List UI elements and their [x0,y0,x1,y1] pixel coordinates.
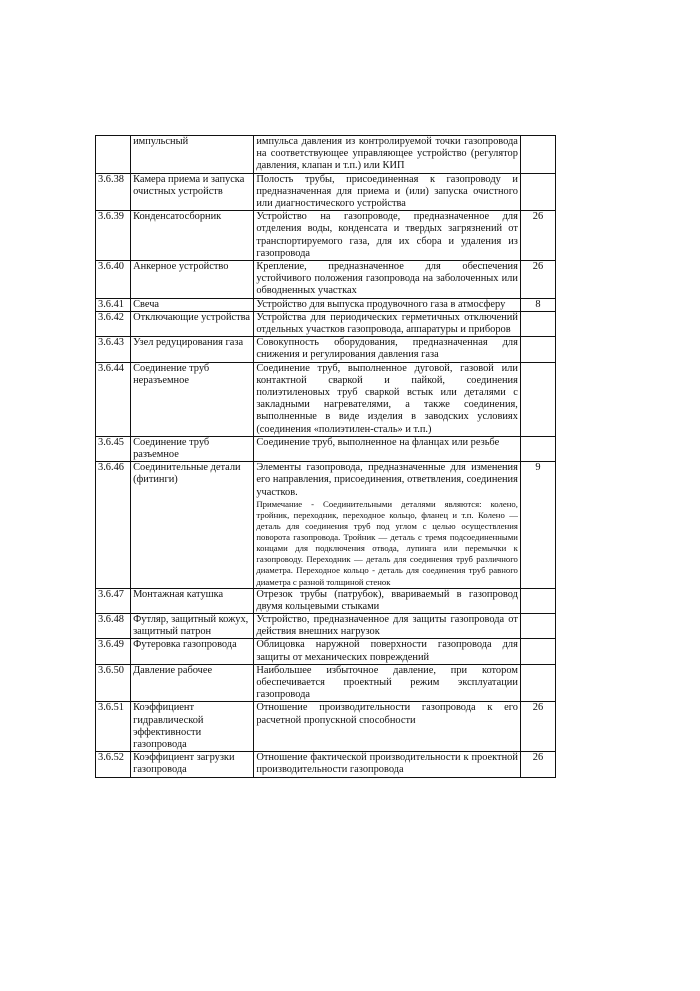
table-row [96,614,556,639]
term-cell [131,614,254,639]
definition-cell [254,136,521,174]
reference-cell [520,462,555,588]
clause-number-cell [96,462,131,588]
clause-number-text: 3.6.47 [98,588,124,600]
definition-cell [254,436,521,461]
table-row [96,462,556,588]
clause-number-text: 3.6.48 [98,614,124,626]
definition-cell [254,702,521,752]
definition-text: импульса давления из контролируемой точки газопровода на соответствующее управляющее устройство (регулятор давления, клапан и т.п.) или КИП [256,136,518,172]
table-row [96,136,556,174]
clause-number-cell [96,211,131,261]
table-row [96,588,556,613]
reference-cell [520,337,555,362]
term-cell [131,311,254,336]
definition-cell [254,337,521,362]
term-cell [131,752,254,777]
term-cell [131,298,254,311]
clause-number-cell [96,362,131,436]
term-cell [131,588,254,613]
reference-cell [520,211,555,261]
table-row [96,702,556,752]
term-cell [131,362,254,436]
clause-number-cell [96,337,131,362]
clause-number-cell [96,436,131,461]
definition-text: Устройства для периодических герметичных отключений отдельных участков газопровода, аппаратуры и приборов [256,311,518,336]
terms-table [95,135,556,778]
definition-cell [254,173,521,211]
table-row [96,211,556,261]
definition-text: Совокупность оборудования, предназначенная для снижения и регулирования давления газа [256,337,518,361]
clause-number-text: 3.6.41 [98,298,124,310]
clause-number-text: 3.6.43 [98,337,124,349]
term-cell [131,462,254,588]
clause-number-text: 3.6.52 [98,752,124,764]
reference-cell [520,588,555,613]
clause-number-text: 3.6.44 [98,362,124,374]
table-row [96,337,556,362]
definition-text: Устройство для выпуска продувочного газа в атмосферу [256,298,506,310]
term-cell [131,639,254,664]
clause-number-text: 3.6.38 [98,173,124,185]
clause-number-cell [96,136,131,174]
clause-number-cell [96,639,131,664]
clause-number-cell [96,588,131,613]
definition-text: Элементы газопровода, предназначенные для изменения его направления, присоединения, ответвления, соединения участков. [256,462,518,498]
term-cell [131,337,254,362]
definition-text: Облицовка наружной поверхности газопровода для защиты от механических повреждений [256,639,518,663]
reference-cell [520,136,555,174]
definition-cell [254,298,521,311]
term-text: Футляр, защитный кожух, защитный патрон [133,614,249,638]
term-text: Конденсатосборник [133,211,222,223]
term-text: Анкерное устройство [133,261,229,273]
table-row [96,436,556,461]
term-cell [131,136,254,174]
reference-cell [520,702,555,752]
table-row [96,298,556,311]
term-text: импульсный [133,136,189,147]
table-row [96,639,556,664]
reference-text: 26 [532,702,544,714]
definition-text: Устройство на газопроводе, предназначенное для отделения воды, конденсата и твердых загрязнений от транспортируемого газа, для их сбора и удаления из газопровода [256,211,518,259]
term-cell [131,664,254,702]
term-cell [131,702,254,752]
clause-number-cell [96,311,131,336]
reference-cell [520,261,555,299]
table-row [96,173,556,211]
term-text: Коэффициент гидравлической эффективности газопровода [133,702,204,751]
term-text: Узел редуцирования газа [133,337,244,349]
term-cell [131,173,254,211]
clause-number-text: 3.6.49 [98,639,124,651]
definition-cell [254,639,521,664]
clause-number-cell [96,173,131,211]
definition-cell [254,261,521,299]
reference-cell [520,362,555,436]
table-row [96,362,556,436]
term-text: Свеча [133,298,160,310]
definition-cell [254,462,521,588]
terms-table-body [96,136,556,778]
table-row [96,664,556,702]
clause-number-text: 3.6.51 [98,702,124,714]
reference-cell [520,664,555,702]
definition-cell [254,614,521,639]
clause-number-cell [96,664,131,702]
reference-cell [520,436,555,461]
reference-text: 9 [535,462,541,474]
definition-text: Наибольшее избыточное давление, при котором обеспечивается проектный режим эксплуатации газопровода [256,664,518,701]
clause-number-cell [96,298,131,311]
reference-text: 26 [532,261,544,273]
reference-cell [520,173,555,211]
clause-number-text: 3.6.50 [98,664,124,676]
definition-cell [254,311,521,336]
clause-number-text: 3.6.46 [98,462,124,474]
definition-text: Соединение труб, выполненное дуговой, газовой или контактной сваркой и пайкой, соединения полиэтиленовых труб сваркой встык или деталями с закладными нагревателями, а также соединения, выполненные в виде изделия в заводских условиях (соединения «полиэтилен-сталь» и т.п.) [256,362,518,435]
definition-cell [254,752,521,777]
term-text: Камера приема и запуска очистных устройств [133,173,245,197]
clause-number-cell [96,614,131,639]
reference-cell [520,639,555,664]
clause-number-cell [96,702,131,752]
definition-cell [254,362,521,436]
clause-number-text: 3.6.40 [98,261,124,273]
term-cell [131,261,254,299]
table-row [96,261,556,299]
clause-number-text: 3.6.42 [98,311,124,323]
definition-text: Устройство, предназначенное для защиты газопровода от действия внешних нагрузок [256,614,518,638]
definition-cell [254,588,521,613]
table-row [96,311,556,336]
clause-number-cell [96,752,131,777]
definition-cell [254,211,521,261]
definition-text: Соединение труб, выполненное на фланцах или резьбе [256,436,500,448]
definition-text: Полость трубы, присоединенная к газопроводу и предназначенная для приема и (или) запуска очистного или диагностического устройства [256,173,518,210]
term-text: Коэффициент загрузки газопровода [133,752,235,776]
definition-text: Отношение фактической производительности к проектной производительности газопровода [256,752,518,776]
definition-cell [254,664,521,702]
term-cell [131,436,254,461]
reference-text: 8 [535,298,541,310]
reference-cell [520,311,555,336]
term-cell [131,211,254,261]
definition-note: Примечание - Соединительными деталями являются: колено, тройник, переходник, переходное кольцо, фланец и т.п. Колено — деталь для соединения труб под углом с целью осуществления поворота газопровода. Тройник — деталь с тремя подсоединенными концами для подключения отвода, лупинга или перемычки к газопроводу. Переходник — деталь для соединения труб различного диаметра. Переходное кольцо - деталь для соединения труб равного диаметра с разной толщиной стенок [256,498,518,587]
term-text: Соединение труб разъемное [133,436,210,461]
term-text: Давление рабочее [133,664,213,676]
clause-number-text: 3.6.39 [98,211,124,223]
term-text: Футеровка газопровода [133,639,237,651]
term-text: Соединительные детали (фитинги) [133,462,241,486]
definition-text: Крепление, предназначенное для обеспечения устойчивого положения газопровода на заболоченных или обводненных участках [256,261,518,297]
clause-number-text: 3.6.45 [98,436,124,448]
definition-text: Отношение производительности газопровода к его расчетной пропускной способности [256,702,518,726]
term-text: Соединение труб неразъемное [133,362,210,386]
definition-text: Отрезок трубы (патрубок), ввариваемый в газопровод двумя кольцевыми стыками [256,588,518,612]
term-text: Отключающие устройства [133,311,251,323]
term-text: Монтажная катушка [133,588,224,600]
reference-cell [520,298,555,311]
table-row [96,752,556,777]
clause-number-cell [96,261,131,299]
reference-cell [520,614,555,639]
reference-text: 26 [532,211,544,223]
reference-cell [520,752,555,777]
reference-text: 26 [532,752,544,764]
